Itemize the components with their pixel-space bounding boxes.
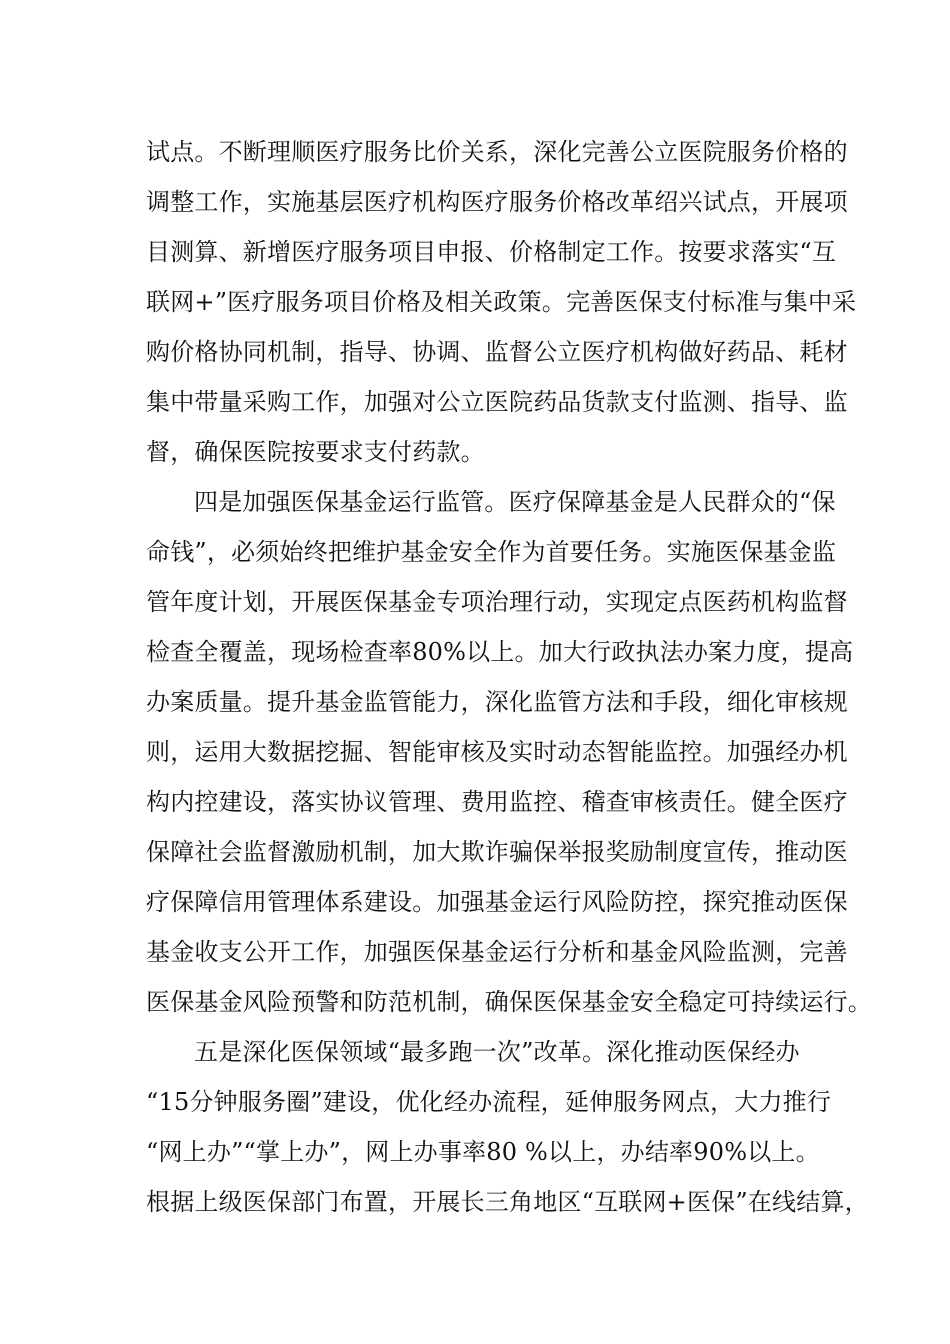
text-line: 保障社会监督激励机制，加大欺诈骗保举报奖励制度宣传，推动医: [146, 838, 848, 866]
text-line: 目测算、新增医疗服务项目申报、价格制定工作。按要求落实“互: [146, 238, 837, 266]
text-line: 检查全覆盖，现场检查率80%以上。加大行政执法办案力度，提高: [146, 638, 854, 666]
text-line: 试点。不断理顺医疗服务比价关系，深化完善公立医院服务价格的: [146, 138, 848, 166]
paragraph-start-line: 五是深化医保领域“最多跑一次”改革。深化推动医保经办: [194, 1038, 800, 1066]
text-line: 联网+”医疗服务项目价格及相关政策。完善医保支付标准与集中采: [146, 288, 857, 316]
text-line: 则，运用大数据挖掘、智能审核及实时动态智能监控。加强经办机: [146, 738, 848, 766]
text-line: 督，确保医院按要求支付药款。: [146, 438, 485, 466]
text-line: 根据上级医保部门布置，开展长三角地区“互联网+医保”在线结算，: [146, 1188, 869, 1216]
text-line: 医保基金风险预警和防范机制，确保医保基金安全稳定可持续运行。: [146, 988, 872, 1016]
text-line: 办案质量。提升基金监管能力，深化监管方法和手段，细化审核规: [146, 688, 848, 716]
text-line: “15分钟服务圈”建设，优化经办流程，延伸服务网点，大力推行: [146, 1088, 832, 1116]
text-line: 购价格协同机制，指导、协调、监督公立医疗机构做好药品、耗材: [146, 338, 848, 366]
text-line: 构内控建设，落实协议管理、费用监控、稽查审核责任。健全医疗: [146, 788, 848, 816]
text-line: 集中带量采购工作，加强对公立医院药品货款支付监测、指导、监: [146, 388, 848, 416]
text-line: 疗保障信用管理体系建设。加强基金运行风险防控，探究推动医保: [146, 888, 848, 916]
text-line: 调整工作，实施基层医疗机构医疗服务价格改革绍兴试点，开展项: [146, 188, 848, 216]
text-line: 命钱”，必须始终把维护基金安全作为首要任务。实施医保基金监: [146, 538, 837, 566]
text-line: 基金收支公开工作，加强医保基金运行分析和基金风险监测，完善: [146, 938, 848, 966]
paragraph-start-line: 四是加强医保基金运行监管。医疗保障基金是人民群众的“保: [194, 488, 836, 516]
text-line: “网上办”“掌上办”，网上办事率80 %以上，办结率90%以上。: [146, 1138, 820, 1166]
text-line: 管年度计划，开展医保基金专项治理行动，实现定点医药机构监督: [146, 588, 848, 616]
